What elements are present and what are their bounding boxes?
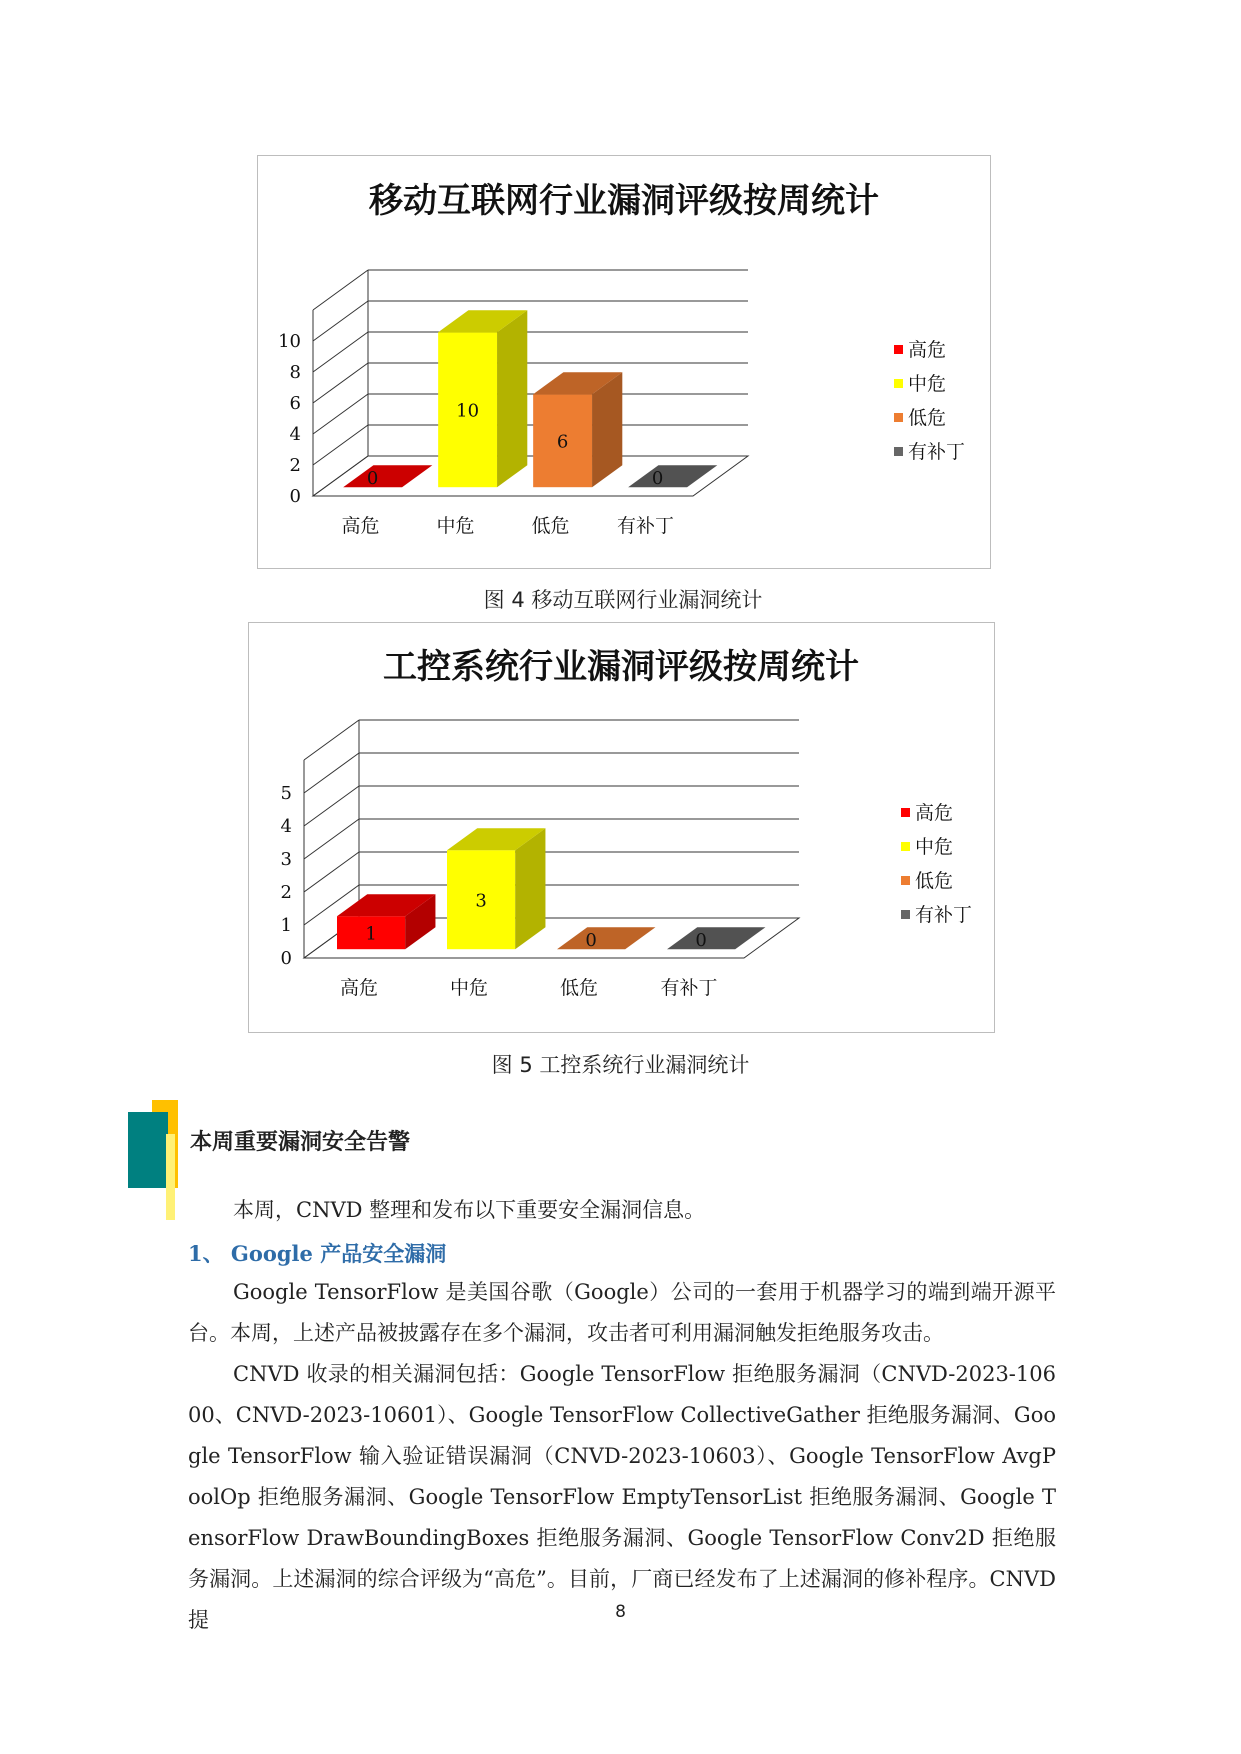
- y-tick-label: 4: [280, 816, 292, 837]
- legend-label: 有补丁: [908, 441, 966, 463]
- x-tick-label: 低危: [559, 977, 599, 999]
- x-tick-label: 高危: [339, 977, 379, 999]
- y-tick-label: 2: [289, 455, 301, 476]
- gridline-side: [304, 753, 359, 793]
- legend-swatch: [894, 345, 903, 354]
- bar-side: [497, 310, 527, 487]
- legend-label: 中危: [908, 373, 947, 395]
- intro-paragraph: 本周，CNVD 整理和发布以下重要安全漏洞信息。: [233, 1198, 706, 1222]
- bar-top: [343, 465, 432, 490]
- x-tick-label: 有补丁: [660, 977, 718, 999]
- bar-top: [628, 465, 717, 490]
- deco-light-yellow-bar: [166, 1134, 175, 1220]
- legend-label: 高危: [915, 802, 954, 824]
- y-tick-label: 1: [280, 915, 292, 936]
- data-label: 3: [475, 890, 487, 912]
- data-label: 0: [695, 930, 707, 952]
- bar-top: [667, 927, 765, 952]
- legend-label: 高危: [908, 339, 947, 361]
- legend-swatch: [901, 842, 910, 851]
- chart-mobile-internet-svg: [258, 156, 990, 568]
- legend-swatch: [894, 447, 903, 456]
- page-number: 8: [615, 1602, 626, 1622]
- y-tick-label: 3: [280, 849, 292, 870]
- gridline-side: [304, 819, 359, 859]
- y-tick-label: 8: [289, 362, 301, 383]
- legend-label: 有补丁: [915, 904, 973, 926]
- chart-mobile-internet: [257, 155, 991, 569]
- chart-title: 工控系统行业漏洞评级按周统计: [383, 647, 859, 687]
- data-label: 1: [365, 923, 377, 945]
- gridline-side: [313, 270, 368, 310]
- gridline-side: [313, 301, 368, 341]
- gridline-side: [304, 786, 359, 826]
- x-tick-label: 有补丁: [616, 515, 675, 537]
- y-tick-label: 0: [289, 486, 301, 507]
- y-tick-label: 2: [280, 882, 292, 903]
- legend-swatch: [901, 876, 910, 885]
- y-tick-label: 5: [280, 783, 292, 804]
- legend-label: 中危: [915, 836, 954, 858]
- y-tick-label: 6: [289, 393, 301, 414]
- data-label: 0: [366, 468, 379, 490]
- section-title: 本周重要漏洞安全告警: [190, 1130, 411, 1155]
- gridline-side: [304, 720, 359, 760]
- chart-industrial-control: [248, 622, 995, 1033]
- caption-figure-4: 图 4 移动互联网行业漏洞统计: [483, 588, 763, 612]
- data-label: 0: [651, 468, 664, 490]
- legend-swatch: [894, 413, 903, 422]
- subsection-google-title: 1、 Google 产品安全漏洞: [188, 1241, 447, 1266]
- legend-label: 低危: [915, 870, 954, 892]
- data-label: 0: [585, 930, 597, 952]
- caption-figure-5: 图 5 工控系统行业漏洞统计: [491, 1053, 750, 1077]
- data-label: 6: [556, 431, 569, 453]
- gridline-side: [304, 852, 359, 892]
- deco-teal-block: [128, 1112, 168, 1188]
- y-tick-label: 0: [280, 948, 292, 969]
- paragraph-google-intro: Google TensorFlow 是美国谷歌（Google）公司的一套用于机器学习的端到端开源平台。本周，上述产品被披露存在多个漏洞，攻击者可利用漏洞触发拒绝服务攻击。: [188, 1280, 1056, 1345]
- gridline-side: [313, 394, 368, 434]
- gridline-side: [313, 363, 368, 403]
- gridline-side: [313, 425, 368, 465]
- legend-label: 低危: [908, 407, 947, 429]
- gridline-side: [313, 332, 368, 372]
- heading-decoration: [128, 1100, 188, 1220]
- chart-industrial-control-svg: [249, 623, 994, 1032]
- x-tick-label: 中危: [449, 977, 489, 999]
- legend-swatch: [901, 808, 910, 817]
- paragraph-google-vulns: CNVD 收录的相关漏洞包括：Google TensorFlow 拒绝服务漏洞（CNVD-2023-10600、CNVD-2023-10601）、Google TensorFlow CollectiveGather 拒绝服务漏洞、Google TensorFlow 输入验证错误漏洞（CNVD-2023-10603）、Google TensorFlow AvgPoolOp 拒绝服务漏洞、Google TensorFlow EmptyTensorList 拒绝服务漏洞、Google TensorFlow DrawBoundingBoxes 拒绝服务漏洞、Google TensorFlow Conv2D 拒绝服务漏洞。上述漏洞的综合评级为“高危”。目前，厂商已经发布了上述漏洞的修补程序。CNVD 提: [188, 1362, 1056, 1632]
- y-tick-label: 4: [289, 424, 301, 445]
- bar-top: [557, 927, 655, 952]
- legend-swatch: [894, 379, 903, 388]
- x-tick-label: 中危: [436, 515, 475, 537]
- y-tick-label: 10: [278, 331, 301, 352]
- x-tick-label: 低危: [531, 515, 570, 537]
- data-label: 10: [456, 400, 480, 422]
- chart-title: 移动互联网行业漏洞评级按周统计: [369, 181, 879, 221]
- legend-swatch: [901, 910, 910, 919]
- x-tick-label: 高危: [341, 515, 380, 537]
